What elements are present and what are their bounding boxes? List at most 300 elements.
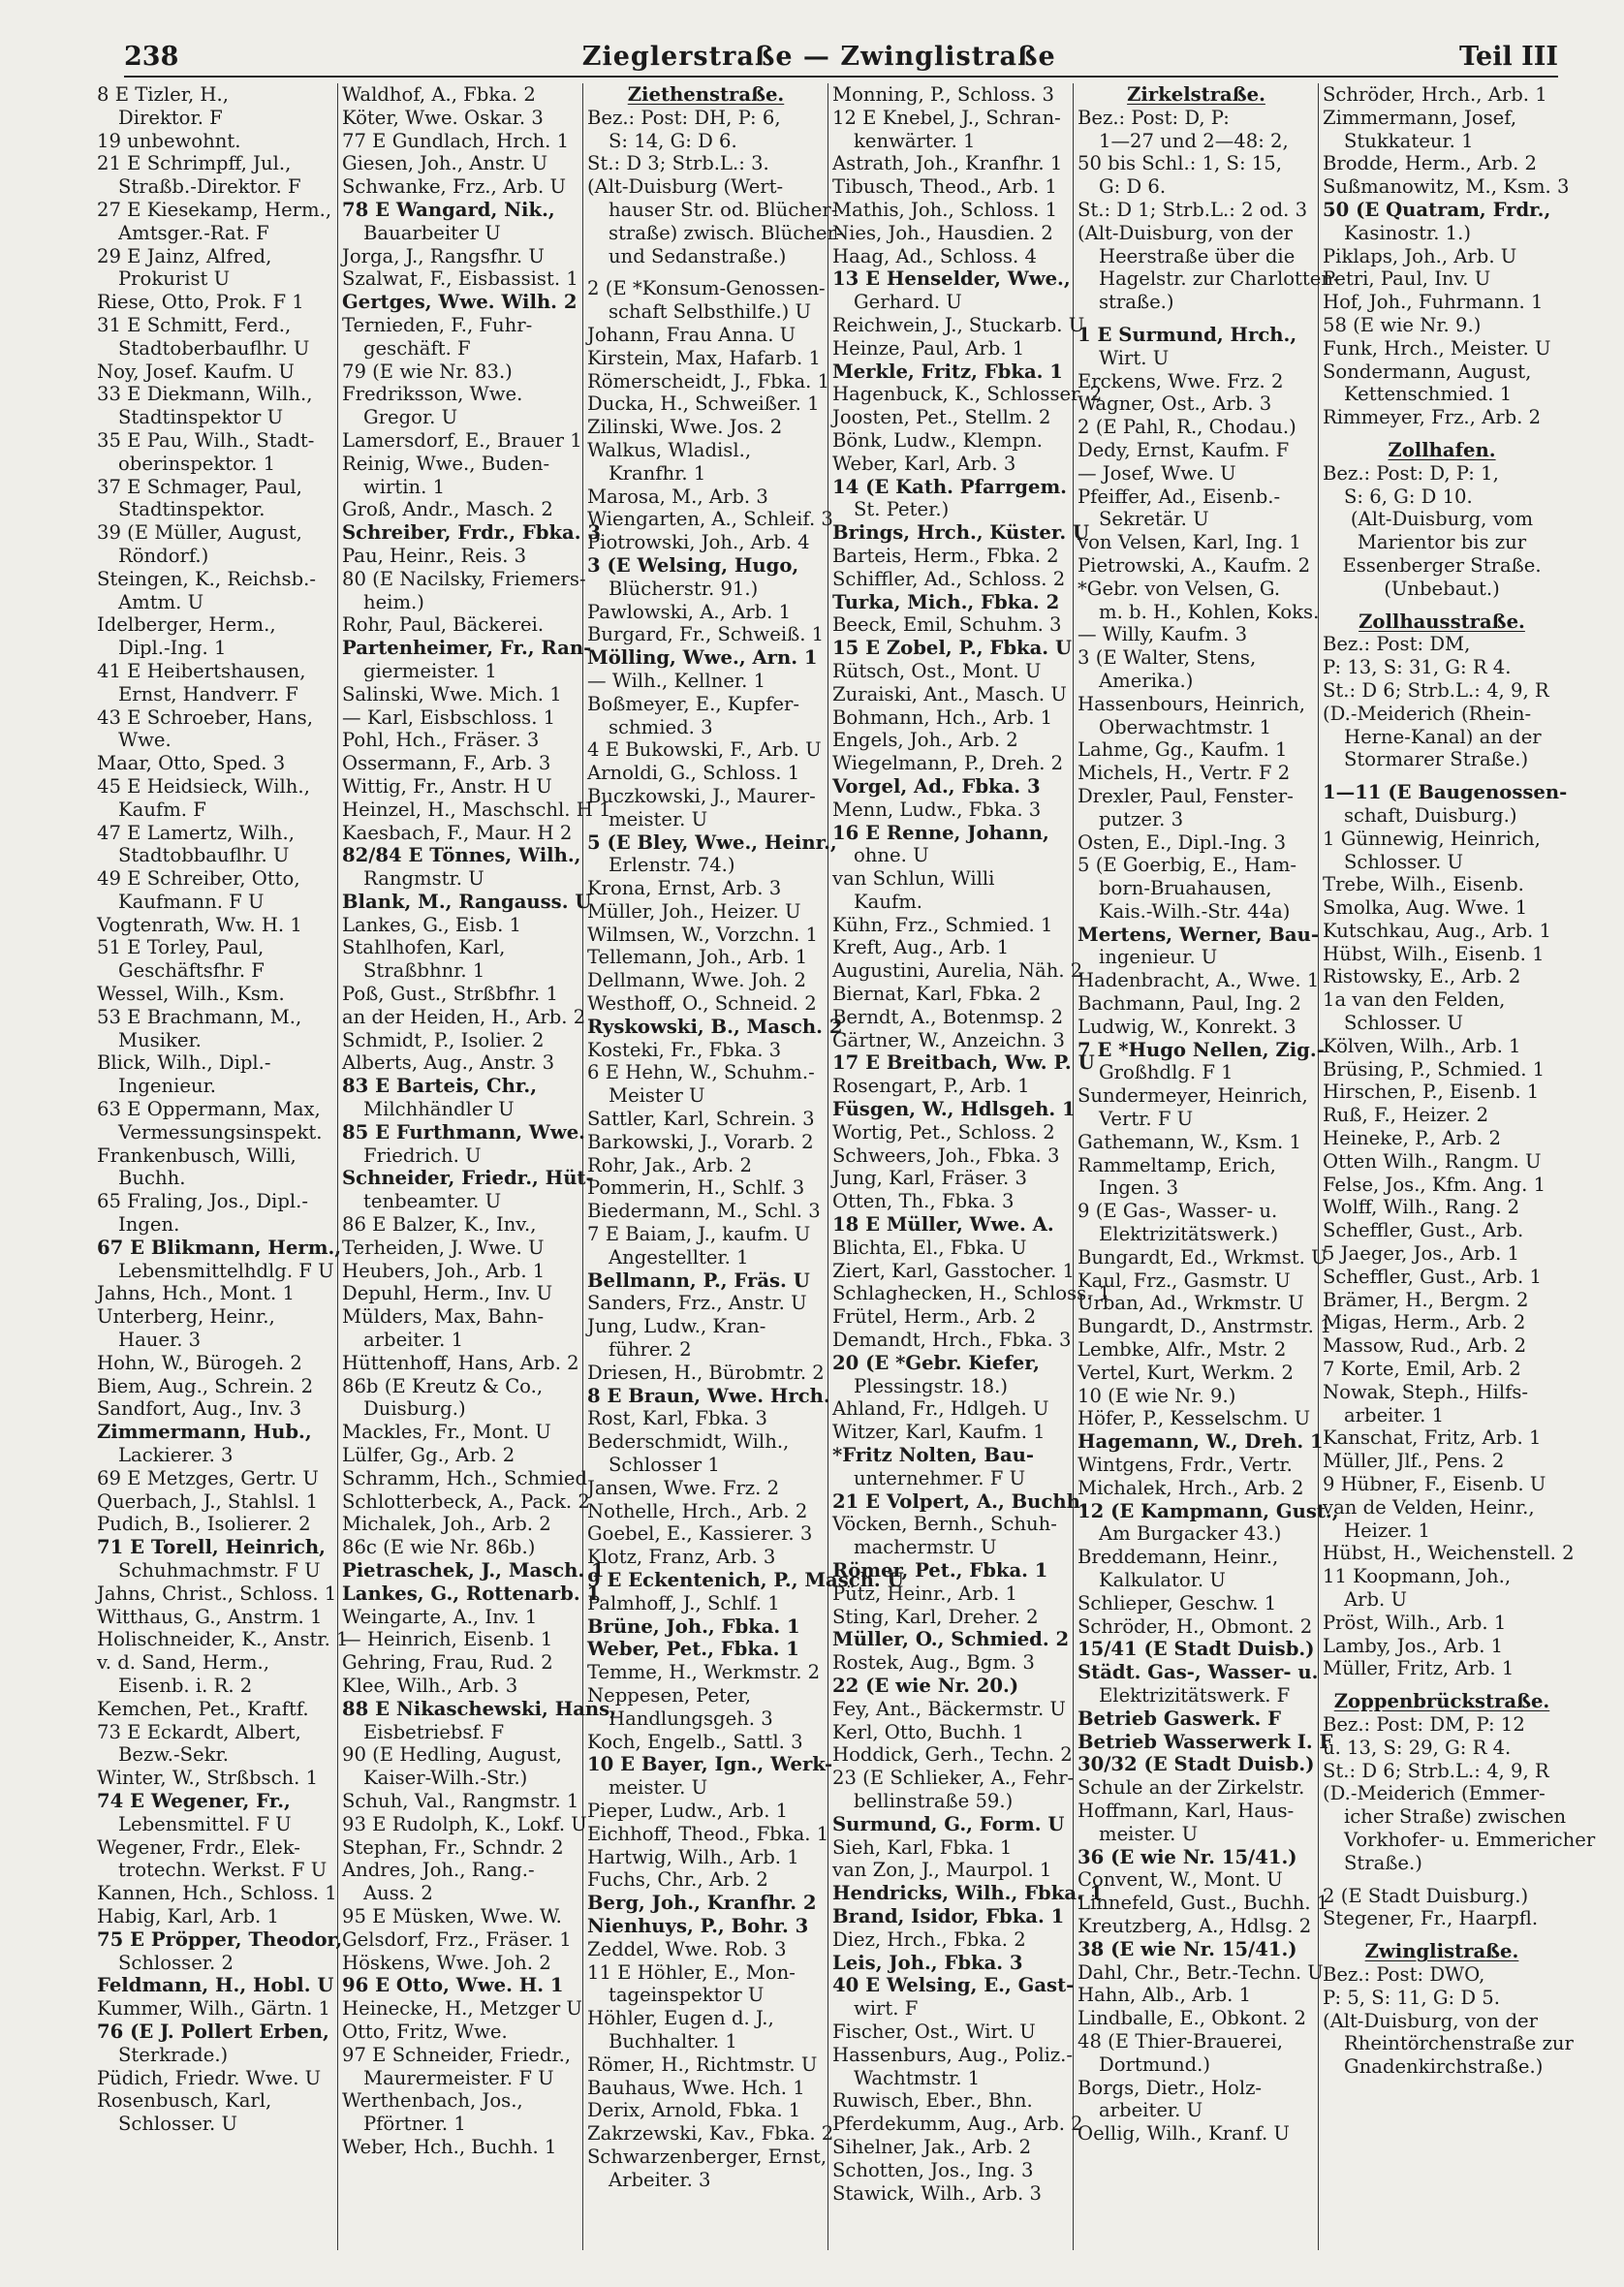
directory-line: Müller, Fritz, Arb. 1 <box>1323 1657 1515 1680</box>
directory-line: Zuraiski, Ant., Masch. U <box>832 682 1067 705</box>
directory-line: Städt. Gas-, Wasser- u. <box>1077 1661 1319 1684</box>
directory-line: Weber, Karl, Arb. 3 <box>832 452 1016 475</box>
directory-line: Kühn, Frz., Schmied. 1 <box>832 913 1053 936</box>
directory-line: Sterkrade.) <box>118 2043 229 2066</box>
directory-line: Kais.-Wilh.-Str. 44a) <box>1099 899 1291 923</box>
directory-line: Heerstraße über die <box>1099 244 1296 267</box>
directory-line: Dahl, Chr., Betr.-Techn. U <box>1077 1960 1324 1984</box>
directory-line: Bez.: Post: DWO, <box>1323 1962 1485 1986</box>
directory-line: Biernat, Karl, Fbka. 2 <box>832 983 1042 1006</box>
directory-line: 97 E Schneider, Friedr., <box>342 2043 572 2066</box>
directory-line: Demandt, Hrch., Fbka. 3 <box>832 1329 1072 1352</box>
directory-line: Gärtner, W., Anzeichn. 3 <box>832 1028 1065 1051</box>
directory-line: Vogtenrath, Ww. H. 1 <box>97 913 302 936</box>
directory-line: Haag, Ad., Schloss. 4 <box>832 244 1037 267</box>
directory-line: Amerika.) <box>1099 669 1194 692</box>
directory-line: Klotz, Franz, Arb. 3 <box>587 1546 776 1569</box>
directory-line: hauser Str. od. Blücher- <box>609 198 838 221</box>
directory-line: Rheintörchenstraße zur <box>1344 2032 1574 2055</box>
directory-line: Wilmsen, W., Vorzchn. 1 <box>587 923 819 946</box>
directory-line: putzer. 3 <box>1099 807 1184 830</box>
directory-line: Temme, H., Werkmstr. 2 <box>587 1661 821 1684</box>
directory-line: Ludwig, W., Konrekt. 3 <box>1077 1015 1296 1038</box>
directory-line: Höskens, Wwe. Joh. 2 <box>342 1951 551 1974</box>
directory-line: Schlosser 1 <box>609 1454 720 1477</box>
directory-line: Bohmann, Hch., Arb. 1 <box>832 705 1053 729</box>
directory-line: 31 E Schmitt, Ferd., <box>97 313 292 336</box>
directory-line: m. b. H., Kohlen, Koks. <box>1099 600 1320 623</box>
directory-line: Convent, W., Mont. U <box>1077 1868 1283 1892</box>
directory-line: Hoddick, Gerh., Techn. 2 <box>832 1743 1073 1767</box>
directory-line: Kanschat, Fritz, Arb. 1 <box>1323 1426 1542 1450</box>
directory-line: Eisenb. i. R. 2 <box>118 1674 253 1697</box>
directory-line: 22 (E wie Nr. 20.) <box>832 1674 1019 1697</box>
directory-line: Handlungsgeh. 3 <box>609 1707 773 1730</box>
directory-line: Neppesen, Peter, <box>587 1683 751 1707</box>
directory-line: Sondermann, August, <box>1323 360 1532 383</box>
directory-line: Betrieb Wasserwerk I. F <box>1077 1730 1333 1753</box>
directory-line: Römerscheidt, J., Fbka. 1 <box>587 369 830 392</box>
directory-line: 86b (E Kreutz & Co., <box>342 1374 544 1397</box>
directory-line: Elektrizitätswerk.) <box>1099 1223 1279 1246</box>
directory-line: Sandfort, Aug., Inv. 3 <box>97 1397 302 1421</box>
directory-line: Kettenschmied. 1 <box>1344 383 1513 406</box>
directory-line: Bederschmidt, Wilh., <box>587 1430 790 1454</box>
directory-line: Elektrizitätswerk. F <box>1099 1683 1291 1707</box>
directory-line: St.: D 3; Strb.L.: 3. <box>587 152 769 175</box>
directory-line: Noy, Josef. Kaufm. U <box>97 360 295 383</box>
directory-line: Meister U <box>609 1084 705 1108</box>
directory-line: 40 E Welsing, E., Gast- <box>832 1974 1075 1997</box>
directory-line: (D.-Meiderich (Rhein- <box>1323 702 1532 725</box>
directory-line: Ristowsky, E., Arb. 2 <box>1323 965 1521 988</box>
section-label: Teil III <box>1459 41 1558 72</box>
directory-line: Salinski, Wwe. Mich. 1 <box>342 682 562 705</box>
directory-line: 73 E Eckardt, Albert, <box>97 1720 301 1743</box>
directory-line: Schlotterbeck, A., Pack. 2 <box>342 1489 590 1513</box>
directory-line: Jahns, Hch., Mont. 1 <box>97 1282 295 1305</box>
directory-line: Berndt, A., Botenmsp. 2 <box>832 1005 1064 1028</box>
directory-line: Alberts, Aug., Anstr. 3 <box>342 1051 555 1075</box>
directory-line: Schröder, H., Obmont. 2 <box>1077 1614 1313 1638</box>
street-heading: Zollhafen. <box>1388 438 1496 461</box>
directory-line: 3 (E Welsing, Hugo, <box>587 553 799 577</box>
directory-line: Osten, E., Dipl.-Ing. 3 <box>1077 830 1287 854</box>
directory-line: Pawlowski, A., Arb. 1 <box>587 600 792 623</box>
directory-line: Partenheimer, Fr., Ran- <box>342 637 592 660</box>
directory-line: Bachmann, Paul, Ing. 2 <box>1077 992 1301 1016</box>
directory-line: 67 E Blikmann, Herm., <box>97 1236 342 1259</box>
directory-line <box>1077 314 1315 324</box>
directory-line: Nowak, Steph., Hilfs- <box>1323 1380 1529 1403</box>
directory-line: Hassenburs, Aug., Poliz.- <box>832 2043 1074 2066</box>
directory-line: Hübst, Wilh., Eisenb. 1 <box>1323 942 1545 965</box>
directory-line: 21 E Volpert, A., Buchh. <box>832 1489 1087 1513</box>
directory-line: Piklaps, Joh., Arb. U <box>1323 244 1517 267</box>
directory-line: Engels, Joh., Arb. 2 <box>832 729 1018 752</box>
directory-line: Reinig, Wwe., Buden- <box>342 452 550 475</box>
directory-line: 4 E Bukowski, F., Arb. U <box>587 738 822 762</box>
directory-line: 71 E Torell, Heinrich, <box>97 1536 326 1559</box>
directory-line: Stukkateur. 1 <box>1344 129 1474 152</box>
directory-line: Lackierer. 3 <box>118 1444 234 1467</box>
directory-line: Heizer. 1 <box>1344 1519 1431 1542</box>
directory-line: 75 E Pröpper, Theodor, <box>97 1927 343 1951</box>
directory-line: Rohr, Paul, Bäckerei. <box>342 613 545 637</box>
directory-line: führer. 2 <box>609 1338 692 1362</box>
directory-line: tenbeamter. U <box>363 1190 502 1213</box>
directory-line: Sanders, Frz., Anstr. U <box>587 1292 807 1315</box>
directory-line: Blichta, El., Fbka. U <box>832 1236 1027 1259</box>
directory-line: 5 (E Goerbig, E., Ham- <box>1077 854 1297 877</box>
directory-line: 10 E Bayer, Ign., Werk- <box>587 1753 833 1776</box>
directory-line: Drexler, Paul, Fenster- <box>1077 784 1294 807</box>
directory-line: 51 E Torley, Paul, <box>97 936 265 959</box>
directory-line: Otten Wilh., Rangm. U <box>1323 1149 1542 1173</box>
directory-line: Idelberger, Herm., <box>97 613 276 637</box>
directory-line: 86 E Balzer, K., Inv., <box>342 1213 537 1237</box>
directory-line: Driesen, H., Bürobmtr. 2 <box>587 1361 825 1384</box>
directory-line: Kaufmann. F U <box>118 890 265 913</box>
directory-line: Nienhuys, P., Bohr. 3 <box>587 1914 809 1937</box>
directory-line: Surmund, G., Form. U <box>832 1812 1065 1835</box>
directory-line: Rimmeyer, Frz., Arb. 2 <box>1323 406 1542 429</box>
directory-line: Pohl, Hch., Fräser. 3 <box>342 729 540 752</box>
directory-line: Kummer, Wilh., Gärtn. 1 <box>97 1997 330 2021</box>
directory-line: Lembke, Alfr., Mstr. 2 <box>1077 1338 1287 1362</box>
directory-line: 7 Korte, Emil, Arb. 2 <box>1323 1358 1521 1381</box>
directory-line: Lülfer, Gg., Arb. 2 <box>342 1444 515 1467</box>
directory-line: Ahland, Fr., Hdlgeh. U <box>832 1397 1049 1421</box>
directory-line: Nothelle, Hrch., Arb. 2 <box>587 1499 808 1522</box>
directory-line: Rosengart, P., Arb. 1 <box>832 1075 1030 1098</box>
directory-line: Michels, H., Vertr. F 2 <box>1077 762 1291 785</box>
directory-line: 2 (E *Konsum-Genossen- <box>587 277 826 300</box>
directory-line: Astrath, Joh., Kranfhr. 1 <box>832 152 1063 175</box>
directory-line: born-Bruahausen, <box>1099 877 1272 900</box>
directory-line: Wortig, Pet., Schloss. 2 <box>832 1120 1055 1144</box>
directory-line: Stadtinspektor U <box>118 406 284 429</box>
directory-line: 19 unbewohnt. <box>97 129 241 152</box>
directory-line: Bungardt, Ed., Wrkmst. U <box>1077 1245 1327 1269</box>
directory-line: Lamby, Jos., Arb. 1 <box>1323 1634 1504 1657</box>
directory-line: u. 13, S: 29, G: R 4. <box>1323 1736 1512 1759</box>
directory-line: van Zon, J., Maurpol. 1 <box>832 1859 1052 1882</box>
directory-line: 12 (E Kampmann, Gust., <box>1077 1499 1339 1522</box>
directory-line: Goebel, E., Kassierer. 3 <box>587 1522 813 1546</box>
directory-line: Stephan, Fr., Schndr. 2 <box>342 1835 564 1859</box>
directory-line: Eisbetriebsf. F <box>363 1720 505 1743</box>
directory-line: arbeiter. 1 <box>363 1329 464 1352</box>
directory-line: Schreiber, Frdr., Fbka. 3 <box>342 521 602 545</box>
directory-line: Holischneider, K., Anstr. 1 <box>97 1628 349 1651</box>
directory-line: Kalkulator. U <box>1099 1569 1226 1591</box>
directory-line: Brüne, Joh., Fbka. 1 <box>587 1614 800 1638</box>
directory-line: P: 5, S: 11, G: D 5. <box>1323 1986 1500 2009</box>
directory-line: Köter, Wwe. Oskar. 3 <box>342 106 544 129</box>
directory-line: Witthaus, G., Anstrm. 1 <box>97 1605 323 1628</box>
directory-line: Zimmermann, Josef, <box>1323 106 1517 129</box>
directory-line: Bungardt, D., Anstrmstr. 1 <box>1077 1315 1332 1338</box>
directory-line: Füsgen, W., Hdlsgeh. 1 <box>832 1098 1076 1121</box>
directory-line: Bez.: Post: D, P: <box>1077 106 1230 129</box>
directory-line: Schuh, Val., Rangmstr. 1 <box>342 1789 579 1812</box>
directory-line: Frankenbusch, Willi, <box>97 1144 297 1167</box>
directory-line: 30/32 (E Stadt Duisb.) <box>1077 1753 1315 1776</box>
directory-line: Hagemann, W., Dreh. 1 <box>1077 1430 1324 1454</box>
directory-line: 43 E Schroeber, Hans, <box>97 705 313 729</box>
directory-line: Gerhard. U <box>854 291 962 314</box>
directory-line: Dortmund.) <box>1099 2052 1210 2076</box>
directory-line: Prokurist U <box>118 267 231 291</box>
directory-line: Lebensmittelhdlg. F U <box>118 1259 334 1282</box>
directory-line: v. d. Sand, Herm., <box>97 1651 270 1675</box>
directory-line: Burgard, Fr., Schweiß. 1 <box>587 623 825 646</box>
directory-line: Koch, Engelb., Sattl. 3 <box>587 1730 803 1753</box>
directory-line: ohne. U <box>854 844 929 867</box>
directory-line: Kannen, Hch., Schloss. 1 <box>97 1882 337 1905</box>
directory-line: Fischer, Ost., Wirt. U <box>832 2020 1036 2043</box>
directory-line: Friedrich. U <box>363 1144 482 1167</box>
directory-line: Bellmann, P., Fräs. U <box>587 1269 810 1292</box>
directory-line: 96 E Otto, Wwe. H. 1 <box>342 1974 564 1997</box>
directory-line: Leis, Joh., Fbka. 3 <box>832 1951 1023 1974</box>
directory-line: 48 (E Thier-Brauerei, <box>1077 2029 1283 2052</box>
directory-line: Wittig, Fr., Anstr. H U <box>342 774 552 798</box>
directory-line: Marosa, M., Arb. 3 <box>587 485 768 508</box>
directory-line: Schlosser. U <box>118 2113 237 2136</box>
directory-line: schaft Selbsthilfe.) U <box>609 300 812 324</box>
directory-line: Schlosser. 2 <box>118 1951 234 1974</box>
directory-line: Stahlhofen, Karl, <box>342 936 506 959</box>
directory-line: Gehring, Frau, Rud. 2 <box>342 1651 553 1675</box>
directory-line: Rosenbusch, Karl, <box>97 2089 272 2113</box>
directory-line: Kaufm. <box>854 890 922 913</box>
directory-line: Schlaghecken, H., Schloss. 1 <box>832 1282 1111 1305</box>
directory-line: Ingen. 3 <box>1099 1176 1179 1200</box>
directory-line: schaft, Duisburg.) <box>1344 803 1517 827</box>
directory-line: 77 E Gundlach, Hrch. 1 <box>342 129 570 152</box>
directory-line: Pütz, Heinr., Arb. 1 <box>832 1582 1017 1605</box>
directory-line: Funk, Hrch., Meister. U <box>1323 336 1551 360</box>
directory-line: 27 E Kiesekamp, Herm., <box>97 198 332 221</box>
directory-line: 15 E Zobel, P., Fbka. U <box>832 637 1073 660</box>
directory-line: Menn, Ludw., Fbka. 3 <box>832 798 1042 821</box>
column-4 <box>828 83 1111 2250</box>
directory-line: Schröder, Hrch., Arb. 1 <box>1323 83 1547 106</box>
directory-line: Ternieden, F., Fuhr- <box>342 313 533 336</box>
directory-line: Rammeltamp, Erich, <box>1077 1153 1276 1176</box>
directory-line: Wessel, Wilh., Ksm. <box>97 983 285 1006</box>
directory-line: Kutschkau, Aug., Arb. 1 <box>1323 919 1551 942</box>
directory-line: — Heinrich, Eisenb. 1 <box>342 1628 553 1651</box>
directory-line: 1—27 und 2—48: 2, <box>1099 129 1289 152</box>
directory-line: Nies, Joh., Hausdien. 2 <box>832 221 1053 244</box>
directory-line: 8 E Braun, Wwe. Hrch. <box>587 1384 830 1407</box>
directory-line: Duisburg.) <box>363 1397 466 1421</box>
directory-line: meister. U <box>609 807 708 830</box>
directory-line: Riese, Otto, Prok. F 1 <box>97 291 304 314</box>
directory-line: Ruwisch, Eber., Bhn. <box>832 2089 1033 2113</box>
directory-line: Scheffler, Gust., Arb. <box>1323 1219 1524 1242</box>
directory-line: arbeiter. U <box>1099 2099 1203 2122</box>
column-5 <box>1074 83 1340 2250</box>
directory-line: machermstr. U <box>854 1536 997 1559</box>
page-header <box>124 37 1558 78</box>
directory-line: Bauarbeiter U <box>363 221 501 244</box>
directory-line: — Josef, Wwe. U <box>1077 461 1236 485</box>
directory-line: Schwanke, Frz., Arb. U <box>342 175 567 199</box>
directory-line: Rangmstr. U <box>363 867 484 891</box>
directory-line: Lindballe, E., Obkont. 2 <box>1077 2007 1306 2030</box>
directory-line: Werthenbach, Jos., <box>342 2089 523 2113</box>
directory-line: 58 (E wie Nr. 9.) <box>1323 313 1482 336</box>
directory-line: S: 14, G: D 6. <box>609 129 737 152</box>
directory-line: Urban, Ad., Wrkmstr. U <box>1077 1292 1304 1315</box>
directory-line: Blücherstr. 91.) <box>609 577 759 600</box>
directory-line: Maurermeister. F U <box>363 2066 554 2089</box>
directory-line: Kranfhr. 1 <box>609 461 706 485</box>
directory-line: G: D 6. <box>1099 175 1167 199</box>
directory-line: (Alt-Duisburg, von der <box>1077 221 1293 244</box>
directory-line: 36 (E wie Nr. 15/41.) <box>1077 1845 1297 1868</box>
directory-line: 90 (E Hedling, August, <box>342 1743 562 1767</box>
directory-line: 95 E Müsken, Wwe. W. <box>342 1904 562 1927</box>
directory-line: Sußmanowitz, M., Ksm. 3 <box>1323 175 1570 199</box>
directory-line: oberinspektor. 1 <box>118 452 276 475</box>
directory-line: *Gebr. von Velsen, G. <box>1077 577 1281 600</box>
directory-line: Rost, Karl, Fbka. 3 <box>587 1407 767 1430</box>
directory-line: 9 (E Gas-, Wasser- u. <box>1077 1200 1278 1223</box>
directory-line: (Alt-Duisburg, vom <box>1350 508 1534 531</box>
directory-line: Straßb.-Direktor. F <box>118 175 301 199</box>
directory-line: 53 E Brachmann, M., <box>97 1005 302 1028</box>
directory-line: Migas, Herm., Arb. 2 <box>1323 1311 1526 1334</box>
directory-line: Großhdlg. F 1 <box>1099 1061 1234 1084</box>
directory-line: 50 bis Schl.: 1, S: 15, <box>1077 152 1282 175</box>
directory-line: 5 (E Bley, Wwe., Heinr., <box>587 830 837 854</box>
directory-line: 14 (E Kath. Pfarrgem. <box>832 475 1068 498</box>
directory-line: Massow, Rud., Arb. 2 <box>1323 1334 1527 1358</box>
directory-line: 50 (E Quatram, Frdr., <box>1323 198 1551 221</box>
directory-line: Scheffler, Gust., Arb. 1 <box>1323 1265 1542 1288</box>
directory-line: Stadtobbauflhr. U <box>118 844 290 867</box>
directory-line <box>1323 1930 1561 1940</box>
directory-line: Brings, Hrch., Küster. U <box>832 521 1090 545</box>
directory-line: Diez, Hrch., Fbka. 2 <box>832 1927 1026 1951</box>
directory-line: Musiker. <box>118 1028 202 1051</box>
directory-line: Gathemann, W., Ksm. 1 <box>1077 1130 1301 1153</box>
directory-line: Otten, Th., Fbka. 3 <box>832 1190 1015 1213</box>
directory-line: Mölling, Wwe., Arn. 1 <box>587 646 818 670</box>
directory-line: Wagner, Ost., Arb. 3 <box>1077 392 1272 416</box>
directory-line: Biem, Aug., Schrein. 2 <box>97 1374 314 1397</box>
directory-line: St. Peter.) <box>854 498 950 521</box>
directory-line: Bez.: Post: D, P: 1, <box>1323 461 1499 485</box>
directory-line: Joosten, Pet., Stellm. 2 <box>832 406 1051 429</box>
directory-line: Trebe, Wilh., Eisenb. <box>1323 873 1524 896</box>
directory-line: 13 E Henselder, Wwe., <box>832 267 1071 291</box>
directory-line: 82/84 E Tönnes, Wilh., <box>342 844 581 867</box>
directory-line: Winter, W., Strßbsch. 1 <box>97 1767 319 1790</box>
directory-line: *Fritz Nolten, Bau- <box>832 1444 1035 1467</box>
directory-line: Giesen, Joh., Anstr. U <box>342 152 548 175</box>
directory-line: Heineke, P., Arb. 2 <box>1323 1127 1501 1150</box>
directory-line: 1 Günnewig, Heinrich, <box>1323 827 1541 850</box>
directory-line: Oberwachtmstr. 1 <box>1099 715 1272 738</box>
directory-line: Hagenbuck, K., Schlosser. 2 <box>832 383 1103 406</box>
directory-line: Hüttenhoff, Hans, Arb. 2 <box>342 1351 579 1374</box>
directory-line: Wwe. <box>118 729 172 752</box>
directory-line: Brüsing, P., Schmied. 1 <box>1323 1057 1546 1081</box>
street-heading: Ziethenstraße. <box>627 83 785 106</box>
directory-line: Heubers, Joh., Arb. 1 <box>342 1259 546 1282</box>
directory-line: Rütsch, Ost., Mont. U <box>832 659 1042 682</box>
directory-line: Biedermann, M., Schl. 3 <box>587 1200 821 1223</box>
directory-line: Pietrowski, A., Kaufm. 2 <box>1077 553 1311 577</box>
directory-line: Westhoff, O., Schneid. 2 <box>587 992 817 1016</box>
directory-line: 7 E *Hugo Nellen, Zig.- <box>1077 1038 1325 1061</box>
directory-line: Mertens, Werner, Bau- <box>1077 923 1319 946</box>
directory-line: Höhler, Eugen d. J., <box>587 2007 774 2030</box>
directory-line: Boßmeyer, E., Kupfer- <box>587 692 799 715</box>
directory-line: Bez.: Post: DH, P: 6, <box>587 106 781 129</box>
directory-line: Schiffler, Ad., Schloss. 2 <box>832 567 1066 590</box>
directory-line: Angestellter. 1 <box>609 1245 749 1269</box>
directory-line: Kaiser-Wilh.-Str.) <box>363 1767 528 1790</box>
directory-line: (D.-Meiderich (Emmer- <box>1323 1782 1546 1805</box>
directory-line: Pieper, Ludw., Arb. 1 <box>587 1799 789 1822</box>
directory-line: Ossermann, F., Arb. 3 <box>342 752 551 775</box>
directory-line: 3 (E Walter, Stens, <box>1077 646 1257 670</box>
directory-line: trotechn. Werkst. F U <box>118 1859 328 1882</box>
directory-line: Pau, Heinr., Reis. 3 <box>342 544 527 567</box>
directory-line: Hassenbours, Heinrich, <box>1077 692 1305 715</box>
directory-line: Sieh, Karl, Fbka. 1 <box>832 1835 1013 1859</box>
directory-line: 78 E Wangard, Nik., <box>342 198 555 221</box>
directory-line: Bez.: Post: DM, P: 12 <box>1323 1712 1525 1736</box>
directory-line: Hendricks, Wilh., Fbka. 1 <box>832 1882 1104 1905</box>
directory-line: Gertges, Wwe. Wilh. 2 <box>342 291 578 314</box>
directory-line: Kaufm. F <box>118 798 206 821</box>
directory-line: meister. U <box>1099 1822 1199 1845</box>
directory-line: Groß, Andr., Masch. 2 <box>342 498 553 521</box>
directory-line: Stawick, Wilh., Arb. 3 <box>832 2181 1042 2205</box>
directory-line: 80 (E Nacilsky, Friemers- <box>342 567 586 590</box>
directory-line: Borgs, Dietr., Holz- <box>1077 2076 1263 2099</box>
directory-line: Fredriksson, Wwe. <box>342 383 523 406</box>
directory-line: Heinecke, H., Metzger U <box>342 1997 582 2021</box>
directory-line: Lankes, G., Rottenarb. 1 <box>342 1582 601 1605</box>
directory-line: Hof, Joh., Fuhrmann. 1 <box>1323 291 1544 314</box>
directory-line: Straßbhnr. 1 <box>363 959 485 983</box>
directory-line: Ducka, H., Schweißer. 1 <box>587 392 820 416</box>
directory-line: (Unbebaut.) <box>1384 577 1500 600</box>
directory-line: 6 E Hehn, W., Schuhm.- <box>587 1061 815 1084</box>
directory-line: 20 (E *Gebr. Kiefer, <box>832 1351 1040 1374</box>
directory-line: Pröst, Wilh., Arb. 1 <box>1323 1611 1507 1634</box>
directory-line: 39 (E Müller, August, <box>97 521 302 545</box>
directory-line: Kosteki, Fr., Fbka. 3 <box>587 1038 782 1061</box>
directory-line: Buczkowski, J., Maurer- <box>587 784 816 807</box>
directory-line: ingenieur. U <box>1099 946 1218 969</box>
directory-line: Piotrowski, Joh., Arb. 4 <box>587 531 810 554</box>
directory-line: Hübst, H., Weichenstell. 2 <box>1323 1542 1575 1565</box>
directory-line: Wiegelmann, P., Dreh. 2 <box>832 752 1064 775</box>
directory-line: Zakrzewski, Kav., Fbka. 2 <box>587 2122 834 2146</box>
directory-line: 93 E Rudolph, K., Lokf. U <box>342 1812 587 1835</box>
page-number: 238 <box>124 41 179 72</box>
